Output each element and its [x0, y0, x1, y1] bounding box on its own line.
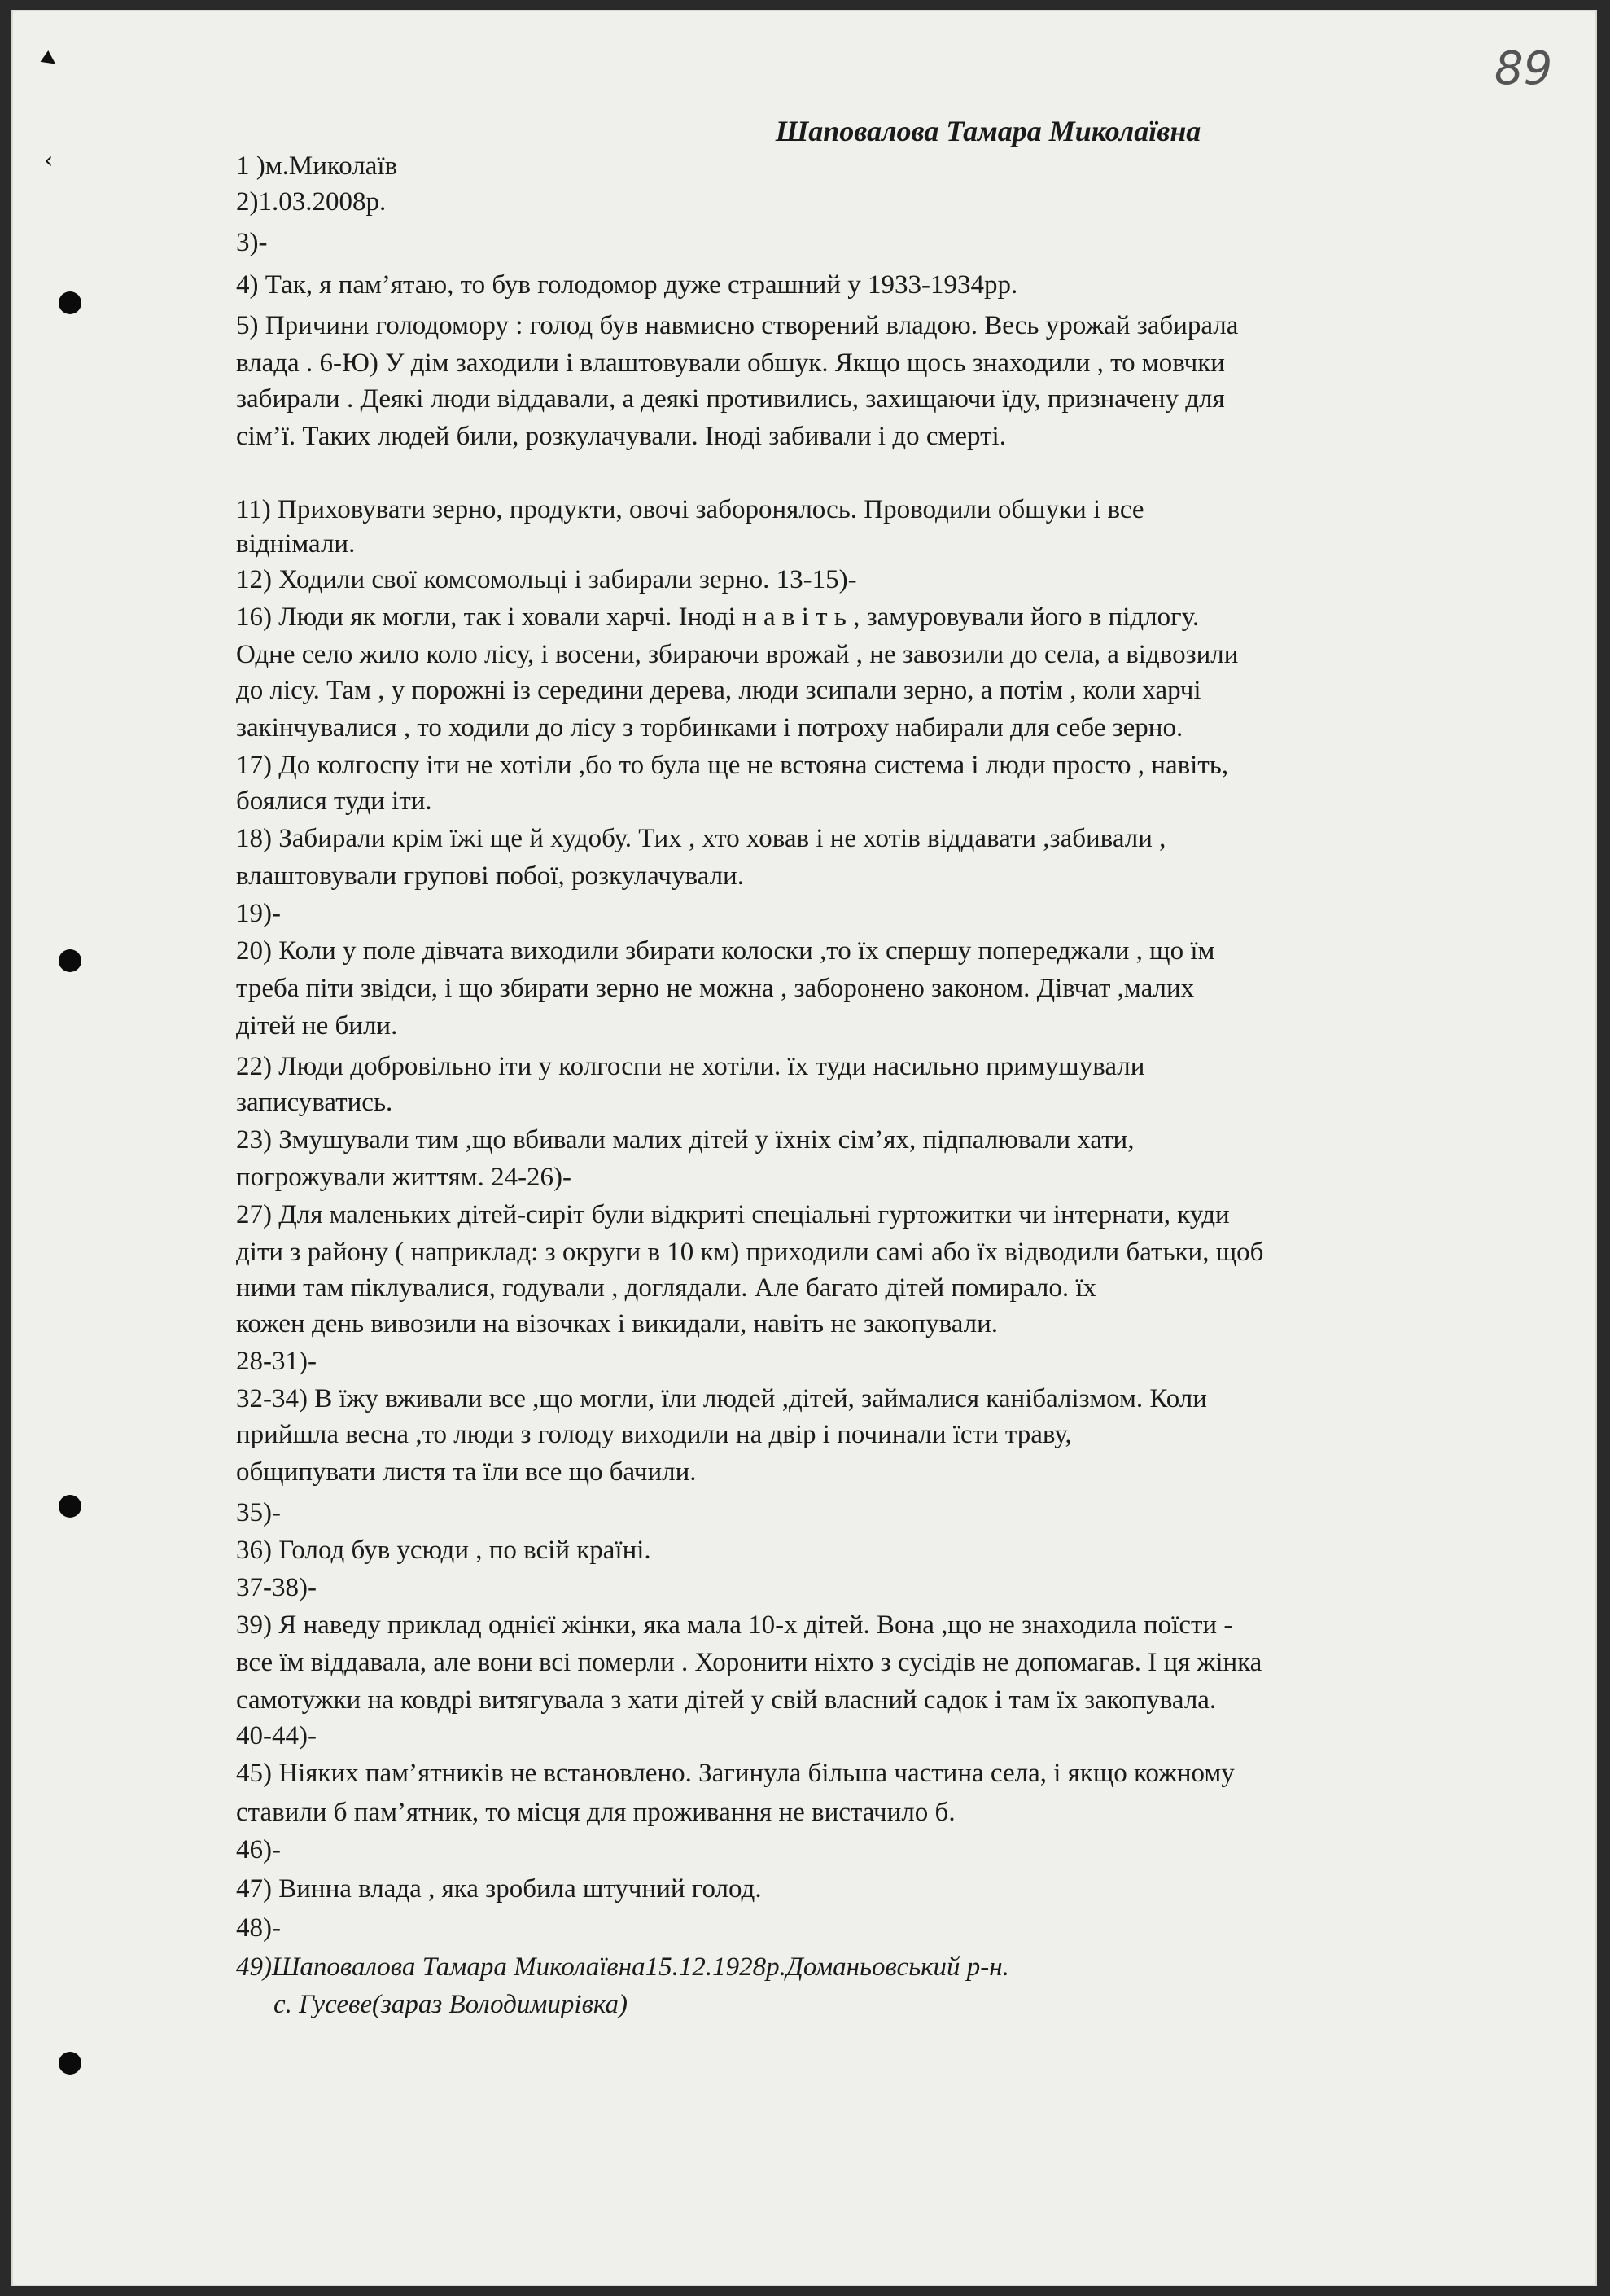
text-line: прийшла весна ,то люди з голоду виходили на двір і починали їсти траву, — [236, 1420, 1072, 1449]
text-line: 36) Голод був усюди , по всій країні. — [236, 1536, 651, 1565]
text-line: общипувати листя та їли все що бачили. — [236, 1457, 697, 1487]
text-line: кожен день вивозили на візочках і викидали, навіть не закопували. — [236, 1309, 999, 1339]
text-line: ставили б пам’ятник, то місця для проживання не вистачило б. — [236, 1798, 956, 1827]
page-number: 89 — [1494, 42, 1553, 95]
text-line: 40-44)- — [236, 1721, 317, 1750]
text-line: самотужки на ковдрі витягувала з хати дітей у свій власний садок і там їх закопувала. — [236, 1685, 1217, 1715]
text-line: 20) Коли у поле дівчата виходили збирати колоски ,то їх спершу попереджали , що їм — [236, 936, 1215, 966]
punch-hole — [59, 2052, 81, 2075]
text-line: Одне село жило коло лісу, і восени, збираючи врожай , не завозили до села, а відвозили — [236, 640, 1239, 669]
text-line: віднімали. — [236, 529, 356, 559]
text-line: 11) Приховувати зерно, продукти, овочі заборонялось. Проводили обшуки і все — [236, 495, 1144, 524]
punch-hole — [59, 949, 81, 972]
text-line: погрожували життям. 24-26)- — [236, 1163, 572, 1192]
signature-line: с. Гусеве(зараз Володимирівка) — [273, 1990, 628, 2019]
text-line: 12) Ходили свої комсомольці і забирали зерно. 13-15)- — [236, 565, 857, 594]
text-line: 46)- — [236, 1835, 281, 1864]
text-line: влада . 6-Ю) У дім заходили і влаштовували обшук. Якщо щось знаходили , то мовчки — [236, 348, 1225, 378]
text-line: боялися туди іти. — [236, 787, 432, 816]
document-page — [11, 10, 1597, 2286]
text-line: все їм віддавала, але вони всі померли . Хоронити ніхто з сусідів не допомагав. І ця жінка — [236, 1648, 1262, 1677]
text-line: 35)- — [236, 1498, 281, 1527]
text-line: 18) Забирали крім їжі ще й худобу. Тих , хто ховав і не хотів віддавати ,забивали , — [236, 824, 1166, 853]
text-line: записуватись. — [236, 1088, 393, 1117]
text-line: 23) Змушували тим ,що вбивали малих дітей у їхніх сім’ях, підпалювали хати, — [236, 1125, 1135, 1155]
text-line: 19)- — [236, 899, 281, 928]
text-line: діти з району ( наприклад: з округи в 10 км) приходили самі або їх відводили батьки, щоб — [236, 1238, 1264, 1267]
text-line: забирали . Деякі люди віддавали, а деякі противились, захищаючи їду, призначену для — [236, 384, 1225, 414]
text-line: ними там піклувалися, годували , доглядали. Але багато дітей помирало. їх — [236, 1273, 1097, 1303]
text-line: 22) Люди добровільно іти у колгоспи не хотіли. їх туди насильно примушували — [236, 1052, 1145, 1081]
text-line: 45) Ніяких пам’ятників не встановлено. Загинула більша частина села, і якщо кожному — [236, 1759, 1235, 1788]
text-line: сім’ї. Таких людей били, розкулачували. Іноді забивали і до смерті. — [236, 422, 1006, 451]
text-line: дітей не били. — [236, 1011, 398, 1041]
text-line: закінчувалися , то ходили до лісу з торбинками і потроху набирали для себе зерно. — [236, 713, 1183, 743]
text-line: 2)1.03.2008р. — [236, 187, 387, 217]
text-line: 32-34) В їжу вживали все ,що могли, їли людей ,дітей, займалися канібалізмом. Коли — [236, 1384, 1207, 1413]
text-line: 48)- — [236, 1913, 281, 1943]
punch-hole — [59, 291, 81, 314]
text-line: 27) Для маленьких дітей-сиріт були відкриті спеціальні гуртожитки чи інтернати, куди — [236, 1200, 1230, 1229]
text-line: 16) Люди як могли, так і ховали харчі. Іноді н а в і т ь , замуровували його в підлогу. — [236, 602, 1200, 632]
punch-hole — [59, 1495, 81, 1518]
signature-line: 49)Шаповалова Тамара Миколаївна15.12.1928р.Доманьовський р-н. — [236, 1952, 1009, 1982]
text-line: 39) Я наведу приклад однієї жінки, яка мала 10-х дітей. Вона ,що не знаходила поїсти - — [236, 1610, 1233, 1640]
text-line: 37-38)- — [236, 1573, 317, 1602]
text-line: 5) Причини голодомору : голод був навмисно створений владою. Весь урожай забирала — [236, 311, 1239, 340]
margin-mark: ▸ — [36, 41, 67, 77]
text-line: 4) Так, я пам’ятаю, то був голодомор дуже страшний у 1933-1934рр. — [236, 270, 1018, 300]
margin-mark: ‹ — [44, 147, 54, 173]
text-line: треба піти звідси, і що збирати зерно не можна , заборонено законом. Дівчат ,малих — [236, 974, 1195, 1003]
text-line: 17) До колгоспу іти не хотіли ,бо то була ще не встояна система і люди просто , навіть, — [236, 751, 1229, 780]
document-title: Шаповалова Тамара Миколаївна — [775, 115, 1201, 147]
text-line: влаштовували групові побої, розкулачували. — [236, 861, 744, 891]
text-line: до лісу. Там , у порожні із середини дерева, люди зсипали зерно, а потім , коли харчі — [236, 676, 1201, 705]
text-line: 1 )м.Миколаїв — [236, 151, 398, 181]
text-line: 47) Винна влада , яка зробила штучний голод. — [236, 1874, 762, 1904]
text-line: 28-31)- — [236, 1347, 317, 1376]
text-line: 3)- — [236, 228, 268, 257]
